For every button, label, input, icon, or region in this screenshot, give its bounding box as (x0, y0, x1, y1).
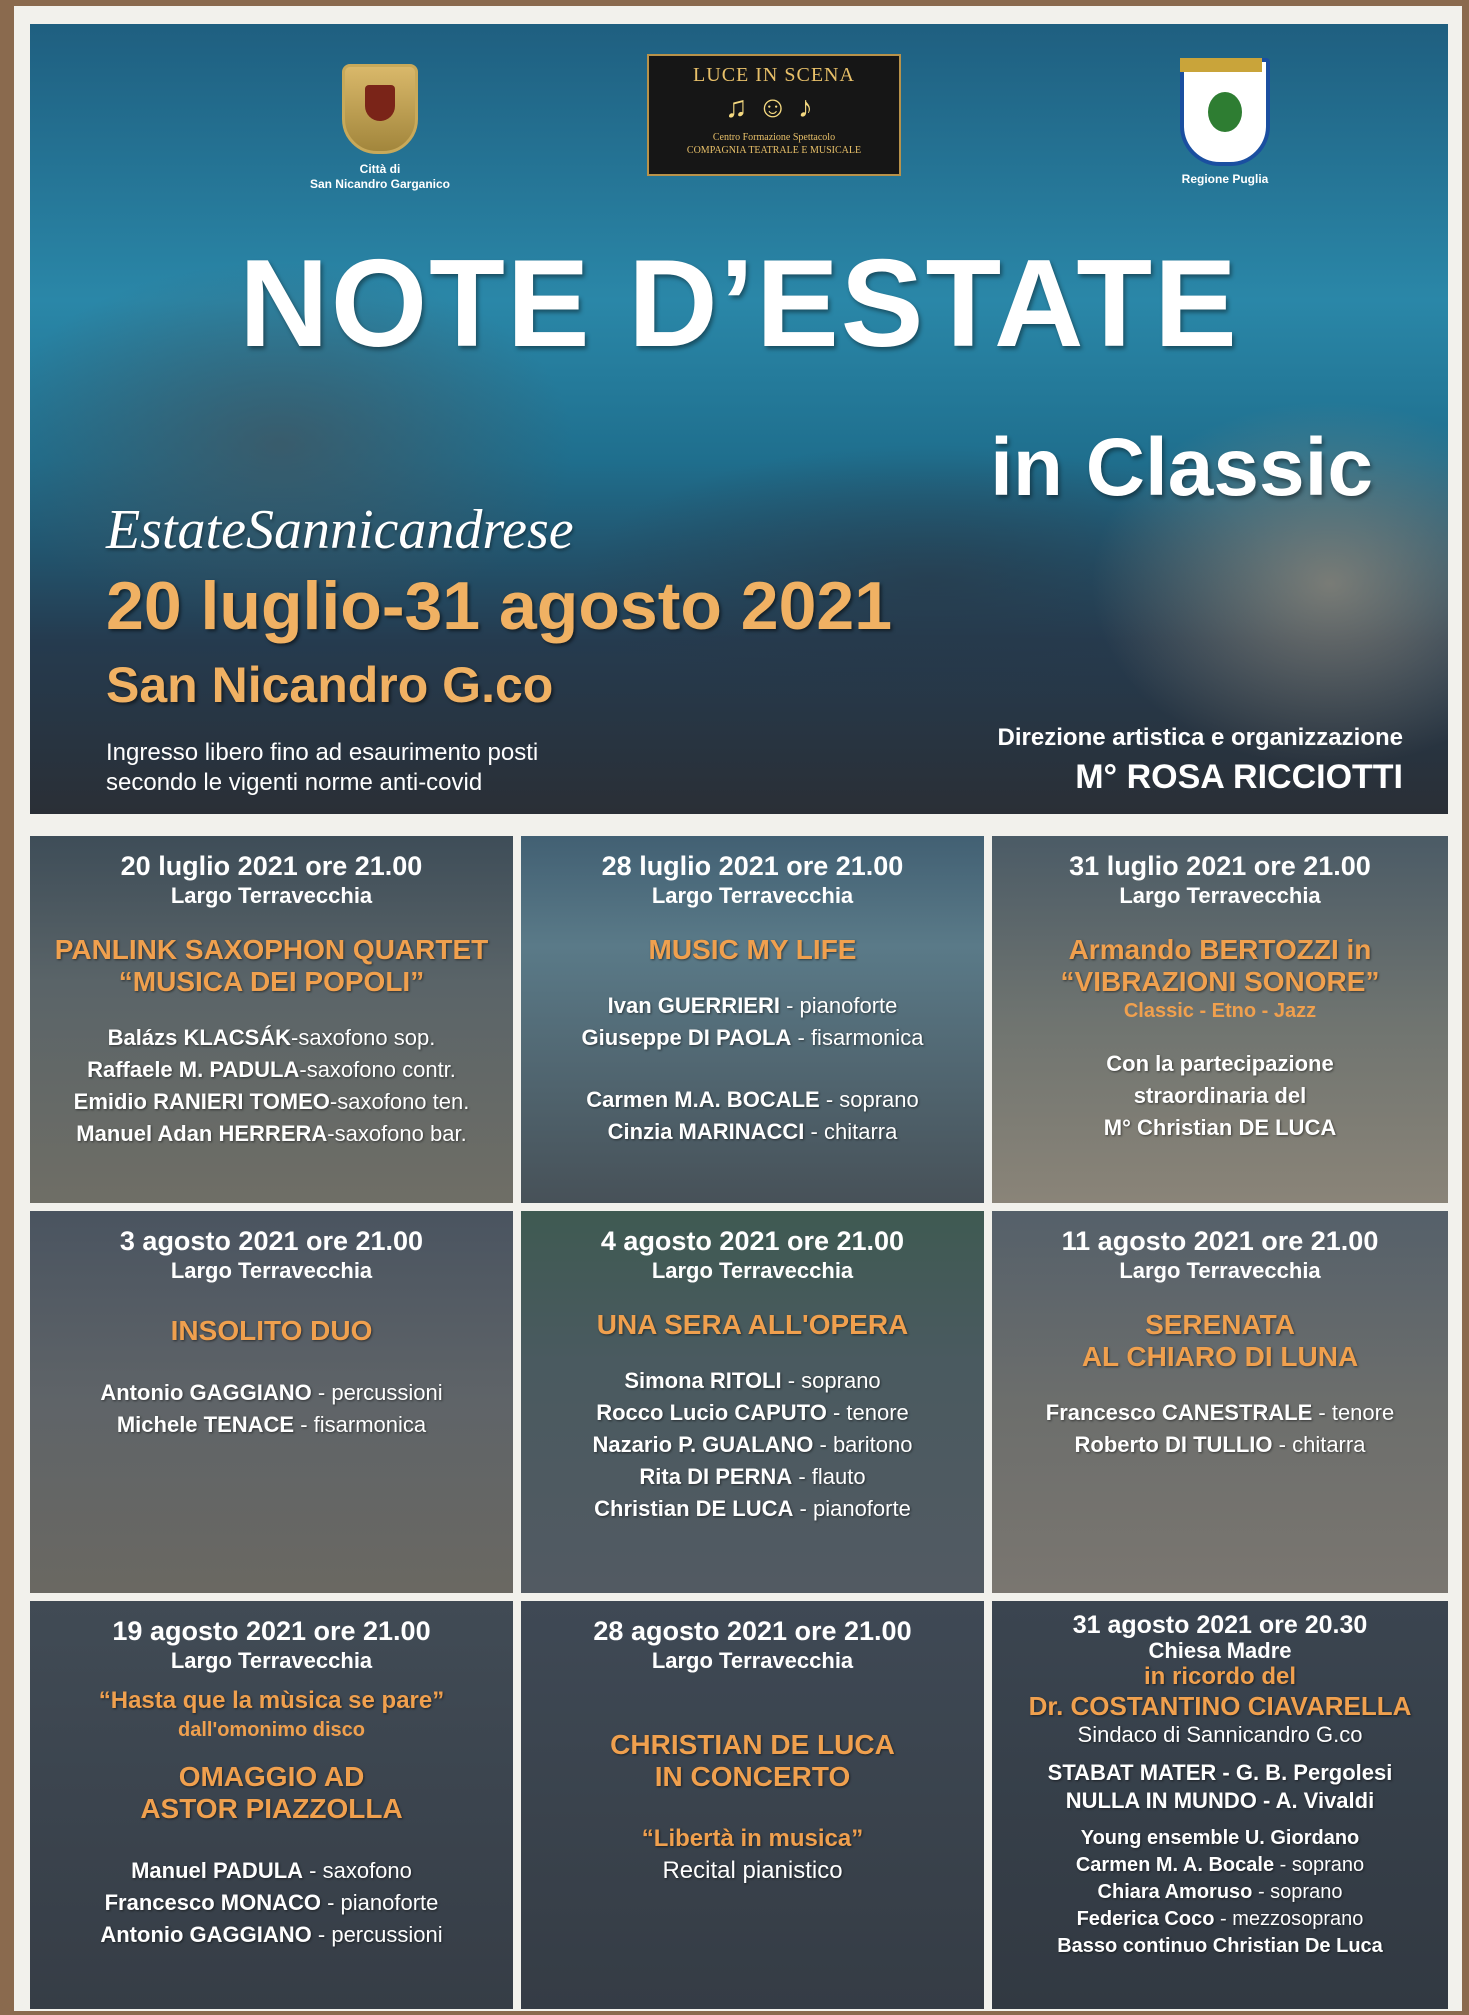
event-location: Largo Terravecchia (1119, 1258, 1321, 1283)
performer-line: Christian DE LUCA - pianoforte (594, 1496, 911, 1521)
event-headline: OMAGGIO AD (178, 1761, 365, 1792)
event-location: Largo Terravecchia (651, 1648, 854, 1673)
event-memory: in ricordo del (1143, 1663, 1296, 1690)
city-crest-icon (342, 64, 418, 154)
event-card (30, 836, 513, 1203)
performer-line: Raffaele M. PADULA-saxofono contr. (87, 1057, 456, 1082)
event-headline: “VIBRAZIONI SONORE” (1060, 966, 1380, 997)
poster-sheet (14, 6, 1462, 2011)
event-headline: IN CONCERTO (654, 1761, 851, 1792)
performer-line: Francesco MONACO - pianoforte (104, 1890, 439, 1915)
performer-line: Emidio RANIERI TOMEO-saxofono ten. (73, 1089, 470, 1114)
poster-title: NOTE D’ESTATE (239, 235, 1239, 373)
performer-line: Chiara Amoruso - soprano (1097, 1881, 1343, 1903)
performer-line: Carmen M. A. Bocale - soprano (1075, 1854, 1365, 1876)
performer-line: Manuel Adan HERRERA-saxofono bar. (76, 1121, 467, 1146)
event-location: Largo Terravecchia (651, 883, 854, 908)
performer-line: Basso continuo Christian De Luca (1057, 1935, 1383, 1957)
region-logo (1160, 58, 1290, 186)
event-headline: ASTOR PIAZZOLLA (140, 1793, 403, 1824)
city-caption-1: Città di (359, 162, 401, 176)
event-location: Largo Terravecchia (170, 883, 373, 908)
event-location: Largo Terravecchia (1119, 883, 1321, 908)
region-shield-icon (1180, 58, 1270, 166)
event-location: Largo Terravecchia (170, 1258, 373, 1283)
event-location: Largo Terravecchia (170, 1648, 373, 1673)
hero-banner (30, 24, 1448, 814)
performer-line: Giuseppe DI PAOLA - fisarmonica (581, 1025, 924, 1050)
event-headline: Armando BERTOZZI in (1068, 934, 1372, 965)
event-headline: PANLINK SAXOPHON QUARTET (54, 934, 489, 965)
artistic-direction: Direzione artistica e organizzazione M° ROSA RICCIOTTI (997, 724, 1403, 796)
event-headline: “MUSICA DEI POPOLI” (118, 966, 425, 997)
event-date: 20 luglio 2021 ore 21.00 (120, 851, 423, 881)
event-date: 19 agosto 2021 ore 21.00 (112, 1616, 431, 1646)
event-card (521, 1211, 984, 1593)
event-headline: INSOLITO DUO (170, 1315, 373, 1346)
event-headline: MUSIC MY LIFE (648, 934, 857, 965)
luce-sub-2: COMPAGNIA TEATRALE E MUSICALE (686, 145, 862, 156)
event-quote-sub: dall'omonimo disco (178, 1719, 365, 1741)
event-quote: “Hasta que la mùsica se pare” (98, 1687, 445, 1714)
event-headline: CHRISTIAN DE LUCA (610, 1729, 895, 1760)
event-card (521, 836, 984, 1203)
event-location: Largo Terravecchia (651, 1258, 854, 1283)
event-date: 28 luglio 2021 ore 21.00 (601, 851, 904, 881)
event-note: M° Christian DE LUCA (1103, 1115, 1337, 1140)
event-note: Con la partecipazione (1106, 1051, 1334, 1076)
city-logo (280, 64, 480, 192)
event-card (992, 836, 1448, 1203)
performer-line: Roberto DI TULLIO - chitarra (1074, 1432, 1366, 1457)
performer-line: Ivan GUERRIERI - pianoforte (607, 993, 898, 1018)
event-date: 11 agosto 2021 ore 21.00 (1061, 1226, 1379, 1256)
luce-in-scena-logo (647, 54, 901, 176)
performer-line: Antonio GAGGIANO - percussioni (100, 1380, 443, 1405)
event-note: straordinaria del (1133, 1083, 1307, 1108)
event-location: Chiesa Madre (1148, 1638, 1292, 1663)
event-headline: UNA SERA ALL'OPERA (596, 1309, 909, 1340)
luce-sub-1: Centro Formazione Spettacolo (712, 132, 836, 143)
event-date: 31 agosto 2021 ore 20.30 (1072, 1611, 1368, 1639)
event-card (992, 1211, 1448, 1593)
performer-line: Cinzia MARINACCI - chitarra (607, 1119, 898, 1144)
event-genre: Classic - Etno - Jazz (1123, 1000, 1317, 1022)
luce-brand: LUCE IN SCENA (693, 64, 855, 86)
event-headline: AL CHIARO DI LUNA (1081, 1341, 1359, 1372)
performer-line: Nazario P. GUALANO - baritono (592, 1432, 913, 1457)
event-card (30, 1211, 513, 1593)
performer-line: Manuel PADULA - saxofono (131, 1858, 412, 1883)
event-headline: SERENATA (1145, 1309, 1295, 1340)
festival-dates: 20 luglio-31 agosto 2021 (106, 568, 893, 644)
event-card (992, 1601, 1448, 2009)
performer-line: Rocco Lucio CAPUTO - tenore (596, 1400, 909, 1425)
performer-line: Francesco CANESTRALE - tenore (1045, 1400, 1395, 1425)
performer-line: Carmen M.A. BOCALE - soprano (586, 1087, 919, 1112)
theatre-masks-icon: ♫☺♪ (724, 91, 824, 124)
event-date: 31 luglio 2021 ore 21.00 (1069, 851, 1371, 881)
event-memory-name: Dr. COSTANTINO CIAVARELLA (1028, 1691, 1412, 1721)
performer-line: Rita DI PERNA - flauto (639, 1464, 866, 1489)
festival-place: San Nicandro G.co (106, 657, 554, 713)
performer-line: Antonio GAGGIANO - percussioni (100, 1922, 443, 1947)
region-caption: Regione Puglia (1181, 172, 1269, 186)
event-card (30, 1601, 513, 2009)
event-quote-sub: Recital pianistico (662, 1857, 843, 1884)
event-date: 3 agosto 2021 ore 21.00 (119, 1226, 424, 1256)
performer-line: Balázs KLACSÁK-saxofono sop. (107, 1025, 436, 1050)
city-caption-2: San Nicandro Garganico (309, 177, 451, 191)
event-memory-role: Sindaco di Sannicandro G.co (1077, 1722, 1363, 1747)
entry-note: Ingresso libero fino ad esaurimento posti secondo le vigenti norme anti-covid (106, 739, 539, 796)
event-quote: “Libertà in musica” (641, 1825, 864, 1852)
performer-line: Young ensemble U. Giordano (1080, 1827, 1360, 1849)
event-date: 28 agosto 2021 ore 21.00 (593, 1616, 912, 1646)
event-work: STABAT MATER - G. B. Pergolesi (1047, 1760, 1393, 1785)
performer-line: Michele TENACE - fisarmonica (116, 1412, 427, 1437)
event-work: NULLA IN MUNDO - A. Vivaldi (1065, 1788, 1375, 1813)
performer-line: Simona RITOLI - soprano (624, 1368, 881, 1393)
event-date: 4 agosto 2021 ore 21.00 (600, 1226, 905, 1256)
performer-line: Federica Coco - mezzosoprano (1076, 1908, 1364, 1930)
event-card (521, 1601, 984, 2009)
poster-subtitle: in Classic (990, 422, 1373, 513)
estate-script: EstateSannicandrese (106, 499, 574, 561)
